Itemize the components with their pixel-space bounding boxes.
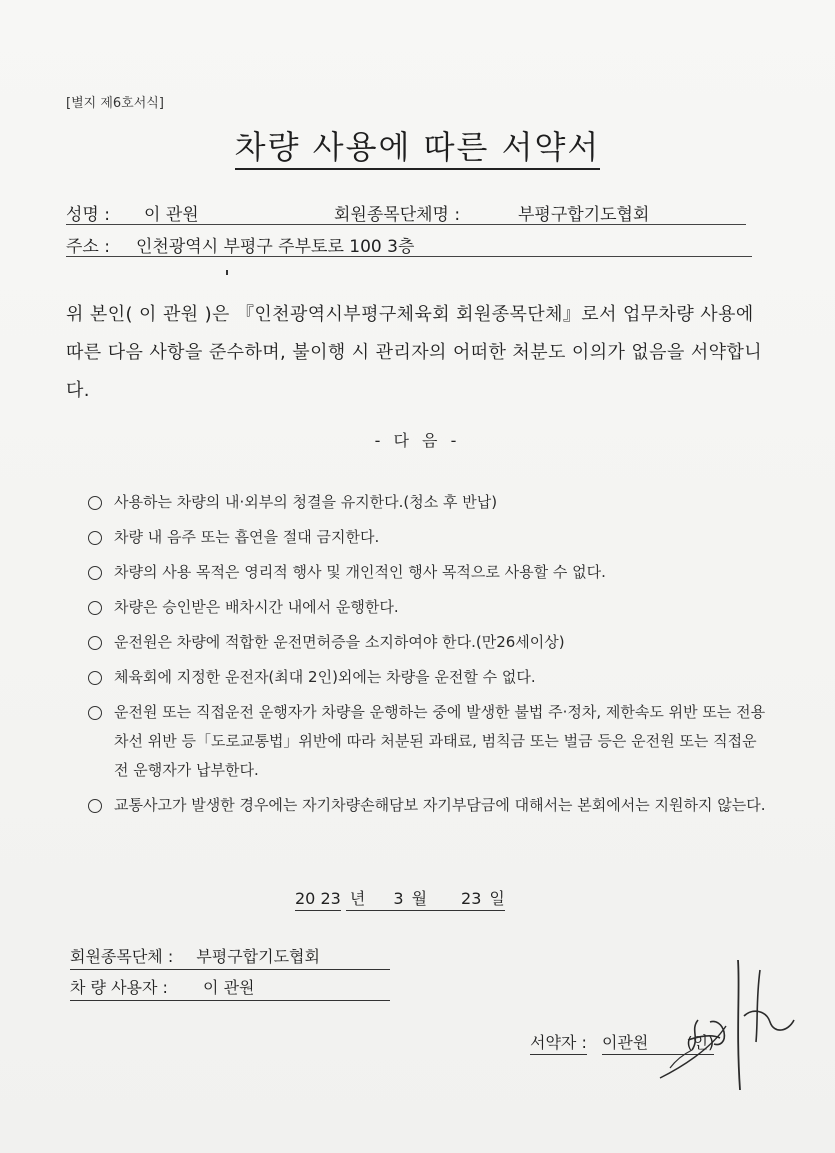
form-number: [별지 제6호서식] bbox=[66, 96, 164, 111]
list-item bbox=[88, 791, 768, 820]
list-item bbox=[88, 698, 768, 785]
circle-bullet-icon bbox=[88, 706, 102, 720]
signer-label: 서약자 : bbox=[530, 1033, 587, 1055]
date-month-unit: 월 bbox=[412, 889, 461, 911]
document-title-text: 차량 사용에 따른 서약서 bbox=[235, 128, 601, 170]
pledge-list bbox=[88, 488, 768, 826]
list-item bbox=[88, 663, 768, 692]
list-item bbox=[88, 558, 768, 587]
circle-bullet-icon bbox=[88, 601, 102, 615]
info-line-address bbox=[66, 232, 752, 257]
list-item bbox=[88, 593, 768, 622]
name-value: 이 관원 bbox=[144, 205, 199, 225]
list-item bbox=[88, 628, 768, 657]
pledge-date bbox=[295, 886, 505, 909]
list-item-text: 체육회에 지정한 운전자(최대 2인)외에는 차량을 운전할 수 없다. bbox=[114, 668, 536, 686]
list-item bbox=[88, 488, 768, 517]
circle-bullet-icon bbox=[88, 496, 102, 510]
footer-org-label: 회원종목단체 : bbox=[70, 947, 174, 966]
pledge-intro: 위 본인( 이 관원 )은 『인천광역시부평구체육회 회원종목단체』로서 업무차량 사용에 따른 다음 사항을 준수하며, 불이행 시 관리자의 어떠한 처분도 이의가 없음을 서약합니다. bbox=[66, 304, 763, 401]
signer-seal: (인) bbox=[686, 1033, 714, 1055]
section-heading: - 다 음 - bbox=[374, 431, 461, 450]
date-day: 23 bbox=[461, 889, 489, 911]
footer-org-value: 부평구합기도협회 bbox=[196, 947, 320, 966]
list-item-text: 교통사고가 발생한 경우에는 자기차량손해담보 자기부담금에 대해서는 본회에서는 지원하지 않는다. bbox=[114, 796, 766, 814]
circle-bullet-icon bbox=[88, 531, 102, 545]
footer-org-line bbox=[70, 944, 390, 970]
address-label: 주소 : bbox=[66, 237, 110, 257]
document-title bbox=[0, 122, 835, 168]
list-item-text: 운전원 또는 직접운전 운행자가 차량을 운행하는 중에 발생한 불법 주·정차, 제한속도 위반 또는 전용차선 위반 등「도로교통법」위반에 따라 처분된 과태료, 범칙금 또는 벌금 등은 운전원 또는 직접운전 운행자가 납부한다. bbox=[114, 703, 766, 779]
list-item-text: 차량의 사용 목적은 영리적 행사 및 개인적인 행사 목적으로 사용할 수 없다. bbox=[114, 563, 606, 581]
circle-bullet-icon bbox=[88, 566, 102, 580]
list-item-text: 차량은 승인받은 배차시간 내에서 운행한다. bbox=[114, 598, 399, 616]
date-day-unit: 일 bbox=[489, 889, 504, 911]
circle-bullet-icon bbox=[88, 799, 102, 813]
list-item-text: 사용하는 차량의 내·외부의 청결을 유지한다.(청소 후 반납) bbox=[114, 493, 498, 511]
list-item bbox=[88, 523, 768, 552]
date-year: 20 23 bbox=[295, 889, 341, 911]
list-item-text: 운전원은 차량에 적합한 운전면허증을 소지하여야 한다.(만26세이상) bbox=[114, 633, 565, 651]
org-label: 회원종목단체명 : bbox=[334, 205, 461, 225]
footer-user-value: 이 관원 bbox=[203, 978, 255, 997]
footer-user-label: 차 량 사용자 : bbox=[70, 978, 168, 997]
address-value: 인천광역시 부평구 주부토로 100 3층 bbox=[136, 237, 415, 257]
signer-name: 이관원 bbox=[602, 1033, 686, 1055]
info-line-name-org bbox=[66, 200, 746, 225]
handwritten-signature bbox=[640, 950, 800, 1100]
date-year-unit: 년 bbox=[346, 889, 379, 911]
name-label: 성명 : bbox=[66, 205, 110, 225]
circle-bullet-icon bbox=[88, 671, 102, 685]
footer-user-line bbox=[70, 975, 390, 1001]
list-item-text: 차량 내 음주 또는 흡연을 절대 금지한다. bbox=[114, 528, 380, 546]
org-value: 부평구합기도협회 bbox=[518, 205, 650, 225]
circle-bullet-icon bbox=[88, 636, 102, 650]
date-month: 3 bbox=[379, 889, 411, 911]
ink-dot bbox=[226, 270, 228, 275]
